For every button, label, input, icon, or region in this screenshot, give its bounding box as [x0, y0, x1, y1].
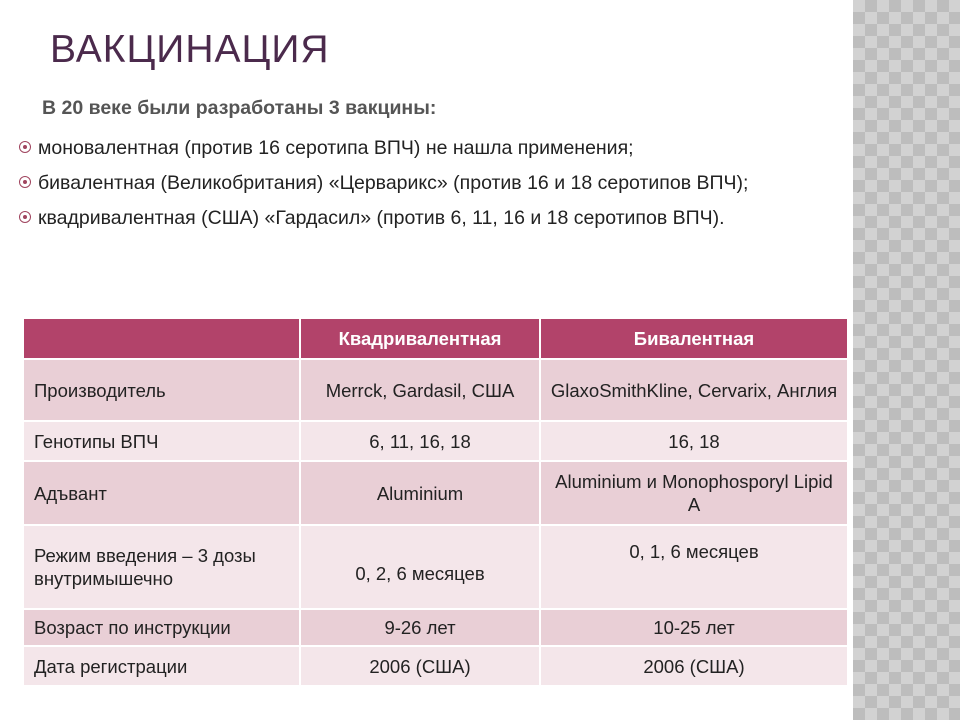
- header-bivalent: Бивалентная: [540, 318, 848, 359]
- row-label: Дата регистрации: [23, 646, 300, 686]
- table-cell: Merrck, Gardasil, США: [300, 359, 540, 421]
- circle-bullet-icon: [19, 176, 31, 188]
- table-row: [23, 646, 848, 686]
- bullet-text: моновалентная (против 16 серотипа ВПЧ) не нашла применения;: [38, 137, 634, 159]
- table-cell: Aluminium и Monophosporyl Lipid A: [540, 461, 848, 525]
- table-row: [23, 461, 848, 525]
- row-label: Генотипы ВПЧ: [23, 421, 300, 461]
- bullet-item: [18, 171, 848, 195]
- row-label: Режим введения – 3 дозы внутримышечно: [23, 525, 300, 609]
- table-row: [23, 609, 848, 646]
- bullet-list: [18, 136, 848, 241]
- table-cell: 10-25 лет: [540, 609, 848, 646]
- circle-bullet-icon: [19, 141, 31, 153]
- slide-title: ВАКЦИНАЦИЯ: [50, 28, 330, 71]
- table-cell: Aluminium: [300, 461, 540, 525]
- table-row: [23, 525, 848, 609]
- row-label: Адъвант: [23, 461, 300, 525]
- table-header-row: [23, 318, 848, 359]
- header-empty-cell: [23, 318, 300, 359]
- bullet-item: [18, 206, 848, 230]
- circle-bullet-icon: [19, 211, 31, 223]
- table-cell: GlaxoSmithKline, Cervarix, Англия: [540, 359, 848, 421]
- bullet-text: бивалентная (Великобритания) «Церварикс» (против 16 и 18 серотипов ВПЧ);: [38, 172, 749, 194]
- table-row: [23, 421, 848, 461]
- table-cell: 0, 2, 6 месяцев: [300, 525, 540, 609]
- slide-subtitle: В 20 веке были разработаны 3 вакцины:: [42, 97, 437, 119]
- bullet-item: [18, 136, 848, 160]
- table-cell: 16, 18: [540, 421, 848, 461]
- table-cell: 9-26 лет: [300, 609, 540, 646]
- vaccine-comparison-table: [22, 317, 849, 687]
- row-label: Возраст по инструкции: [23, 609, 300, 646]
- row-label: Производитель: [23, 359, 300, 421]
- bullet-text: квадривалентная (США) «Гардасил» (против 6, 11, 16 и 18 серотипов ВПЧ).: [38, 207, 725, 229]
- table-cell: 2006 (США): [540, 646, 848, 686]
- table-row: [23, 359, 848, 421]
- table-cell: 2006 (США): [300, 646, 540, 686]
- header-quadrivalent: Квадривалентная: [300, 318, 540, 359]
- table-cell: 0, 1, 6 месяцев: [540, 525, 848, 609]
- decorative-pattern-panel: [853, 0, 960, 720]
- table-cell: 6, 11, 16, 18: [300, 421, 540, 461]
